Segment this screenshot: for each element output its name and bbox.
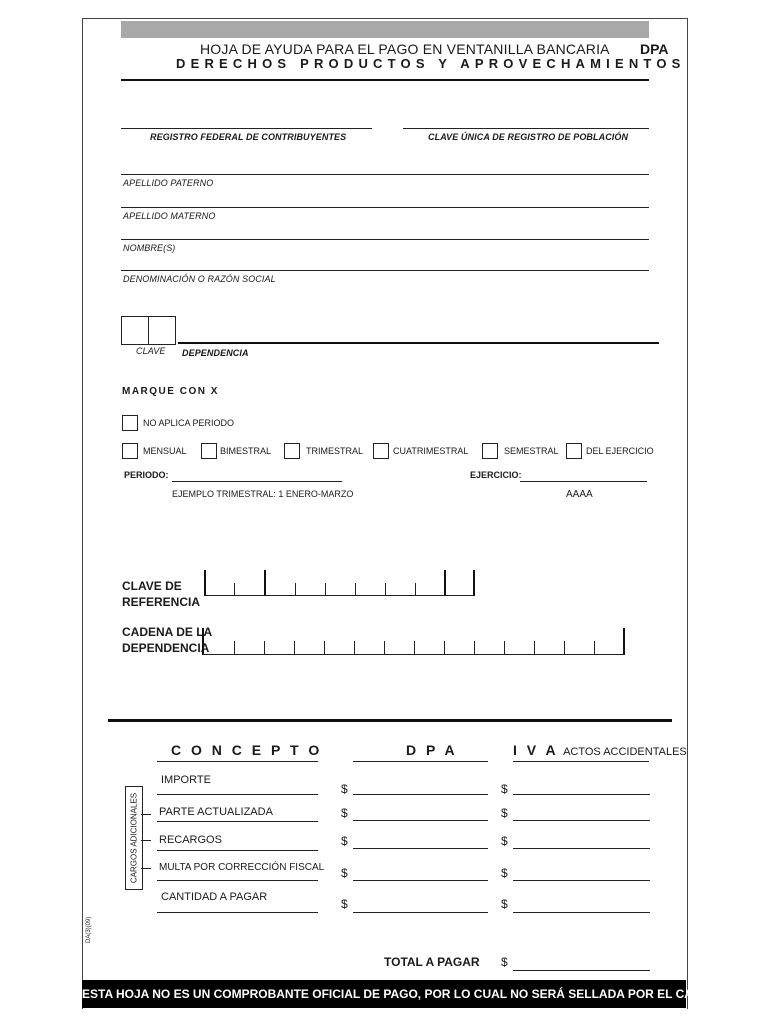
- cadena-tick: [474, 641, 475, 654]
- form-badge: DPA: [640, 41, 669, 57]
- iva-currency: $: [501, 834, 508, 848]
- header-band: [121, 21, 649, 38]
- clave-referencia-field[interactable]: [205, 595, 474, 596]
- clave-box-2[interactable]: [148, 316, 176, 345]
- clave-ref-tick: [355, 583, 356, 596]
- cadena-tick: [354, 641, 355, 654]
- iva-currency: $: [501, 897, 508, 911]
- cadena-tick: [324, 641, 325, 654]
- row-recargos-label: RECARGOS: [159, 834, 222, 846]
- row-multa-label: MULTA POR CORRECCIÓN FISCAL: [159, 862, 325, 873]
- cadena-tick: [534, 641, 535, 654]
- dependencia-label: DEPENDENCIA: [182, 348, 249, 358]
- apellido-materno-label: APELLIDO MATERNO: [123, 211, 216, 221]
- row-rule: [157, 912, 318, 913]
- razon-social-label: DENOMINACIÓN O RAZÓN SOCIAL: [123, 274, 276, 284]
- cadena-line2: DEPENDENCIA: [122, 641, 210, 655]
- semestral-label: SEMESTRAL: [504, 446, 559, 456]
- clave-ref-tick: [295, 583, 296, 596]
- col-header-concepto: C O N C E P T O: [171, 742, 323, 758]
- no-aplica-label: NO APLICA PERIODO: [143, 418, 235, 428]
- ejercicio-label: EJERCICIO:: [470, 470, 522, 480]
- dpa-currency: $: [341, 782, 348, 796]
- del-ejercicio-checkbox[interactable]: [566, 443, 582, 459]
- rfc-label: REGISTRO FEDERAL DE CONTRIBUYENTES: [150, 132, 347, 142]
- dpa-currency: $: [341, 806, 348, 820]
- clave-referencia-line1: CLAVE DE: [122, 579, 182, 593]
- mensual-label: MENSUAL: [143, 446, 187, 456]
- clave-referencia-line2: REFERENCIA: [122, 595, 201, 609]
- cadena-dependencia-label: [122, 624, 212, 656]
- row-rule: [157, 794, 318, 795]
- row-importe-label: IMPORTE: [161, 774, 211, 786]
- row-rule: [157, 850, 318, 851]
- cadena-tick: [234, 641, 235, 654]
- marque-label: MARQUE CON X: [122, 386, 219, 397]
- cadena-major-tick: [623, 628, 625, 655]
- periodo-field[interactable]: [172, 481, 342, 482]
- cadena-tick: [264, 641, 265, 654]
- cargos-adicionales-box: [125, 786, 143, 890]
- importe-iva-field[interactable]: [513, 794, 650, 795]
- cadena-tick: [564, 641, 565, 654]
- cantidad-iva-field[interactable]: [513, 912, 650, 913]
- cadena-tick: [594, 641, 595, 654]
- periodo-label: PERIODO:: [124, 470, 169, 480]
- clave-ref-major-tick: [204, 570, 206, 596]
- iva-currency: $: [501, 866, 508, 880]
- multa-dpa-field[interactable]: [353, 880, 488, 881]
- apellido-paterno-label: APELLIDO PATERNO: [123, 178, 214, 188]
- trimestral-checkbox[interactable]: [284, 443, 300, 459]
- apellido-paterno-field[interactable]: [121, 174, 649, 175]
- total-currency: $: [501, 955, 508, 969]
- clave-box-1[interactable]: [121, 316, 149, 345]
- clave-ref-major-tick: [264, 570, 266, 596]
- col-header-iva-rule: [513, 761, 649, 762]
- curp-field[interactable]: [403, 128, 649, 129]
- cadena-tick: [294, 641, 295, 654]
- clave-ref-major-tick: [444, 570, 446, 596]
- trimestral-label: TRIMESTRAL: [306, 446, 364, 456]
- cadena-major-tick: [202, 628, 204, 655]
- cadena-dependencia-field[interactable]: [202, 654, 624, 655]
- ejercicio-field[interactable]: [520, 481, 647, 482]
- section-divider: [108, 719, 672, 722]
- row-cantidad-label: CANTIDAD A PAGAR: [161, 891, 268, 903]
- recargos-iva-field[interactable]: [513, 848, 650, 849]
- form-subtitle: DERECHOS PRODUCTOS Y APROVECHAMIENTOS: [176, 56, 686, 71]
- razon-social-field[interactable]: [121, 270, 649, 271]
- parte-actualizada-dpa-field[interactable]: [353, 820, 488, 821]
- form-title: HOJA DE AYUDA PARA EL PAGO EN VENTANILLA BANCARIA: [200, 41, 610, 57]
- dpa-currency: $: [341, 834, 348, 848]
- total-field[interactable]: [513, 970, 650, 971]
- semestral-checkbox[interactable]: [482, 443, 498, 459]
- col-header-iva-b: ACTOS ACCIDENTALES: [563, 746, 687, 758]
- row-rule: [157, 880, 318, 881]
- parte-actualizada-iva-field[interactable]: [513, 820, 650, 821]
- nombres-field[interactable]: [121, 239, 649, 240]
- col-header-dpa: D P A: [406, 742, 458, 758]
- clave-ref-major-tick: [473, 570, 475, 596]
- clave-ref-tick: [325, 583, 326, 596]
- clave-ref-tick: [234, 583, 235, 596]
- clave-ref-tick: [415, 583, 416, 596]
- col-header-dpa-rule: [353, 761, 488, 762]
- dependencia-field[interactable]: [178, 342, 659, 344]
- cadena-tick: [444, 641, 445, 654]
- ejemplo-text: EJEMPLO TRIMESTRAL: 1 ENERO-MARZO: [172, 489, 354, 499]
- total-label: TOTAL A PAGAR: [384, 955, 480, 969]
- del-ejercicio-label: DEL EJERCICIO: [586, 446, 654, 456]
- header-rule: [121, 79, 649, 81]
- bracket-tick: [141, 814, 151, 815]
- importe-dpa-field[interactable]: [353, 794, 488, 795]
- bimestral-checkbox[interactable]: [201, 443, 217, 459]
- row-rule: [157, 821, 318, 822]
- aaaa-hint: AAAA: [566, 489, 593, 500]
- iva-currency: $: [501, 806, 508, 820]
- rfc-field[interactable]: [121, 128, 372, 129]
- form-code: DA(3)(09): [86, 916, 92, 943]
- footer-notice: ESTA HOJA NO ES UN COMPROBANTE OFICIAL DE PAGO, POR LO CUAL NO SERÁ SELLADA POR EL CAJERO: [82, 980, 686, 1008]
- bracket-tick: [141, 868, 151, 869]
- mensual-checkbox[interactable]: [122, 443, 138, 459]
- clave-referencia-label: [122, 578, 200, 610]
- iva-currency: $: [501, 782, 508, 796]
- cantidad-dpa-field[interactable]: [353, 912, 488, 913]
- col-header-concepto-rule: [157, 761, 318, 762]
- nombres-label: NOMBRE(S): [123, 243, 176, 253]
- bracket-tick: [141, 840, 151, 841]
- cadena-tick: [414, 641, 415, 654]
- form-sheet: [82, 18, 688, 1009]
- clave-ref-tick: [385, 583, 386, 596]
- cuatrimestral-label: CUATRIMESTRAL: [393, 446, 469, 456]
- cuatrimestral-checkbox[interactable]: [373, 443, 389, 459]
- col-header-iva-a: I V A: [513, 742, 559, 758]
- curp-label: CLAVE ÚNICA DE REGISTRO DE POBLACIÓN: [428, 132, 629, 142]
- no-aplica-checkbox[interactable]: [122, 415, 138, 431]
- cadena-tick: [504, 641, 505, 654]
- dpa-currency: $: [341, 897, 348, 911]
- recargos-dpa-field[interactable]: [353, 848, 488, 849]
- row-parte-actualizada-label: PARTE ACTUALIZADA: [159, 806, 273, 818]
- cadena-line1: CADENA DE LA: [122, 625, 213, 639]
- apellido-materno-field[interactable]: [121, 207, 649, 208]
- cargos-adicionales-label: CARGOS ADICIONALES: [129, 792, 139, 884]
- clave-label: CLAVE: [136, 346, 166, 356]
- multa-iva-field[interactable]: [513, 880, 650, 881]
- dpa-currency: $: [341, 866, 348, 880]
- cadena-tick: [384, 641, 385, 654]
- col-header-iva: [513, 742, 687, 760]
- bimestral-label: BIMESTRAL: [220, 446, 272, 456]
